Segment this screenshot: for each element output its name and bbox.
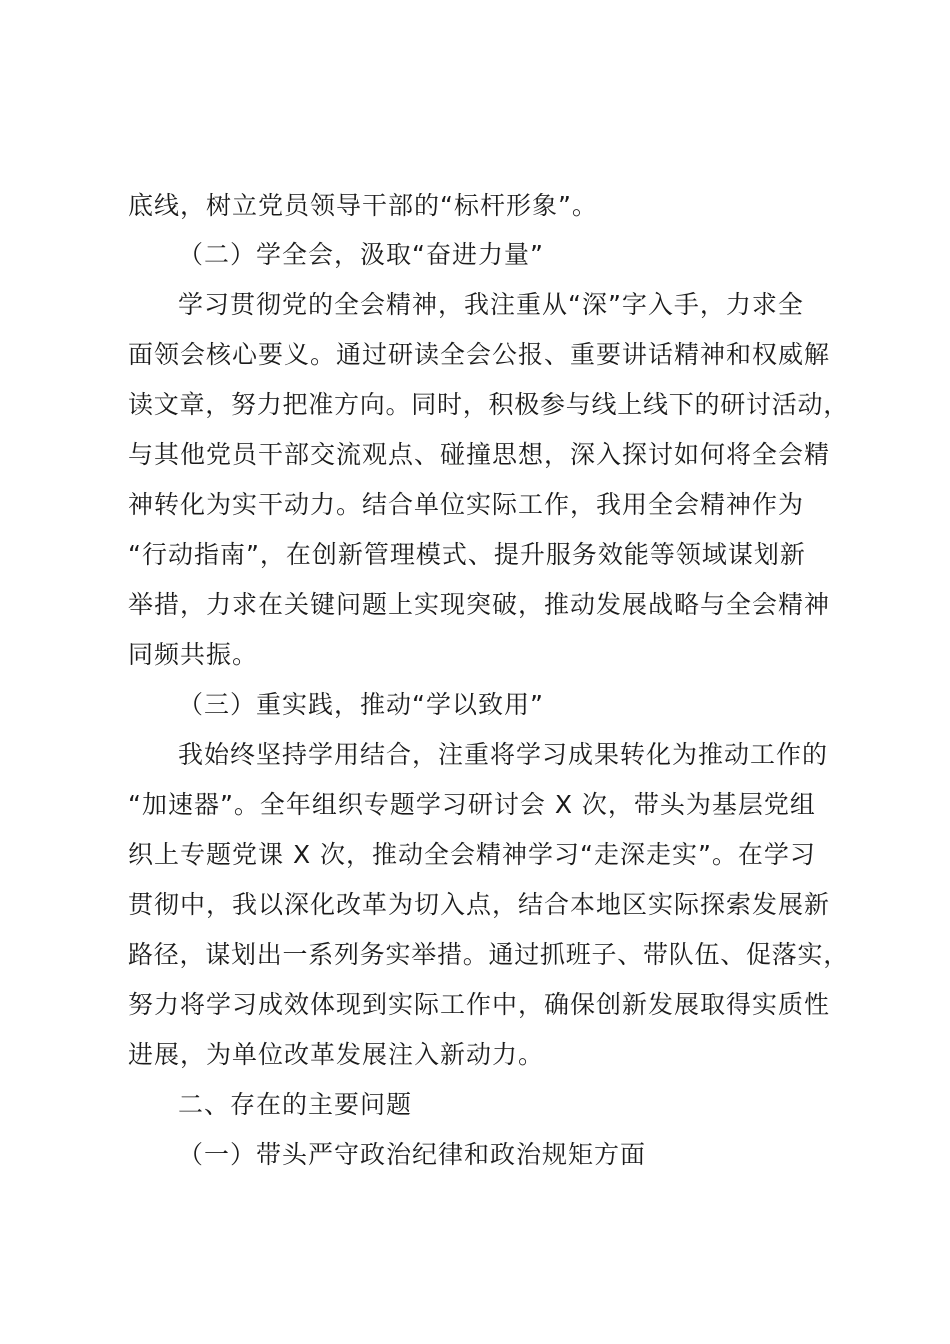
paragraph-line: 与其他党员干部交流观点、碰撞思想，深入探讨如何将全会精	[128, 440, 831, 469]
paragraph-line: “行动指南”，在创新管理模式、提升服务效能等领域谋划新	[128, 540, 806, 569]
paragraph-line: 织上专题党课 X 次，推动全会精神学习“走深走实”。在学习	[128, 840, 816, 869]
paragraph-line: 贯彻中，我以深化改革为切入点，结合本地区实际探索发展新	[128, 890, 831, 919]
paragraph-line: 学习贯彻党的全会精神，我注重从“深”字入手，力求全	[178, 290, 804, 319]
chapter-heading: 二、存在的主要问题	[178, 1090, 413, 1119]
paragraph-line: 我始终坚持学用结合，注重将学习成果转化为推动工作的	[178, 740, 829, 769]
section-heading: （一）带头严守政治纪律和政治规矩方面	[178, 1140, 647, 1169]
paragraph-line: 进展，为单位改革发展注入新动力。	[128, 1040, 545, 1069]
paragraph-line: 面领会核心要义。通过研读全会公报、重要讲话精神和权威解	[128, 340, 831, 369]
section-heading: （三）重实践，推动“学以致用”	[178, 690, 544, 719]
paragraph-line: 读文章，努力把准方向。同时，积极参与线上线下的研讨活动，	[128, 390, 850, 419]
paragraph-line: 底线，树立党员领导干部的“标杆形象”。	[128, 191, 598, 220]
paragraph-line: 神转化为实干动力。结合单位实际工作，我用全会精神作为	[128, 490, 805, 519]
paragraph-line: 同频共振。	[128, 640, 259, 669]
paragraph-line: 路径，谋划出一系列务实举措。通过抓班子、带队伍、促落实，	[128, 940, 850, 969]
section-heading: （二）学全会，汲取“奋进力量”	[178, 240, 544, 269]
paragraph-line: “加速器”。全年组织专题学习研讨会 X 次，带头为基层党组	[128, 790, 816, 819]
paragraph-line: 努力将学习成效体现到实际工作中，确保创新发展取得实质性	[128, 990, 831, 1019]
paragraph-line: 举措，力求在关键问题上实现突破，推动发展战略与全会精神	[128, 590, 831, 619]
